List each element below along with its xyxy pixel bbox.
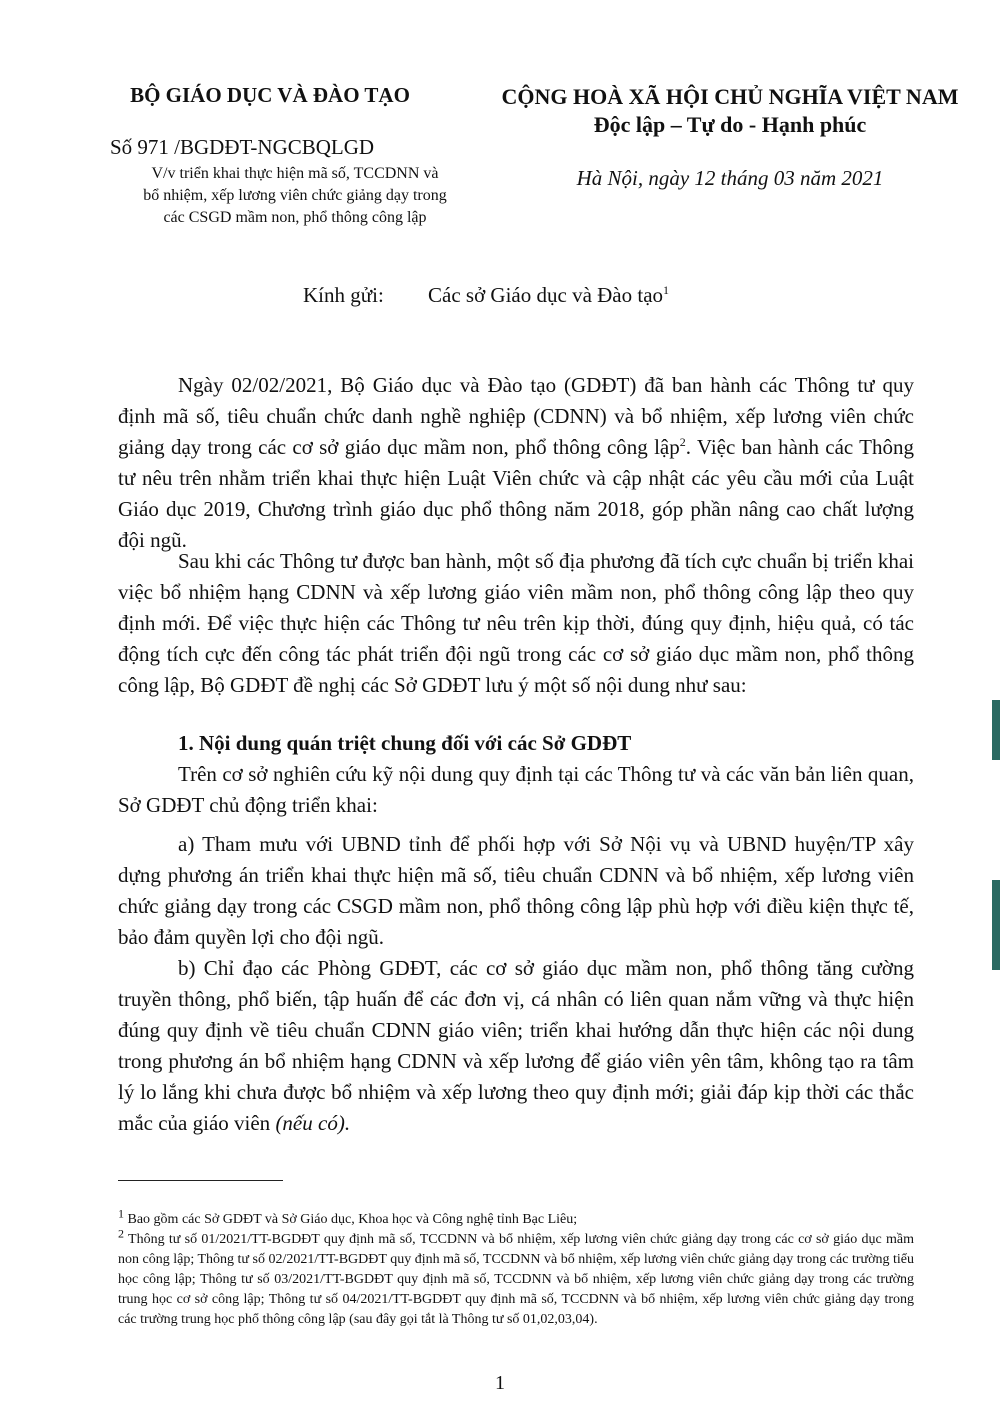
item-a-block (118, 829, 914, 953)
scan-edge-mark (992, 880, 1000, 970)
item-b (118, 953, 914, 1139)
item-b-tail: (nếu có). (275, 1111, 351, 1135)
footnotes (118, 1206, 914, 1330)
paragraph-1 (118, 370, 914, 556)
page-number: 1 (495, 1372, 505, 1394)
national-motto: Độc lập – Tự do - Hạnh phúc (593, 112, 867, 137)
footnote-ref: 1 (663, 283, 670, 297)
section-1 (118, 728, 914, 821)
recipient-label: Kính gửi: (303, 283, 384, 307)
footnote-number: 2 (118, 1226, 124, 1241)
footnote-1 (118, 1206, 914, 1230)
paragraph-3: Trên cơ sở nghiên cứu kỹ nội dung quy định tại các Thông tư và các văn bản liên quan, Sở GDĐT chủ động triển khai: (118, 762, 914, 817)
document-number: Số 971 /BGDĐT-NGCBQLGD (110, 135, 375, 159)
issuing-organization: BỘ GIÁO DỤC VÀ ĐÀO TẠO (130, 83, 410, 107)
recipient-value: Các sở Giáo dục và Đào tạo (428, 283, 664, 307)
footnote-number: 1 (118, 1206, 124, 1221)
section-heading: 1. Nội dung quán triệt chung đối với các Sở GDĐT (178, 731, 632, 755)
subject-line: V/v triển khai thực hiện mã số, TCCDNN và (151, 165, 439, 182)
recipient-line (303, 283, 669, 308)
body-intro (118, 370, 914, 556)
item-b-block (118, 953, 914, 1139)
subject-line: bổ nhiệm, xếp lương viên chức giảng dạy trong (143, 187, 447, 204)
body-paragraph-2 (118, 546, 914, 701)
footnote-text: Bao gồm các Sở GDĐT và Sở Giáo dục, Khoa học và Công nghệ tỉnh Bạc Liêu; (127, 1212, 578, 1227)
footnote-ref: 2 (679, 435, 686, 449)
national-title: CỘNG HOÀ XÃ HỘI CHỦ NGHĨA VIỆT NAM (501, 84, 959, 109)
footnote-2 (118, 1226, 914, 1330)
item-b-text: b) Chỉ đạo các Phòng GDĐT, các cơ sở giáo dục mầm non, phổ thông tăng cường truyền thông, phổ biến, tập huấn để các đơn vị, cá nhân có liên quan nắm vững và thực hiện đúng quy định về tiêu chuẩn CDNN giáo viên; triển khai hướng dẫn thực hiện các nội dung trong phương án bổ nhiệm hạng CDNN và xếp lương để giáo viên yên tâm, không tạo ra tâm lý lo lắng khi chưa được bổ nhiệm và xếp lương theo quy định mới; giải đáp kịp thời các thắc mắc của giáo viên (118, 956, 914, 1135)
place-and-date: Hà Nội, ngày 12 tháng 03 năm 2021 (576, 166, 884, 190)
paragraph-1-text-cont: . Việc ban hành các Thông tư nêu trên nhằm triển khai thực hiện Luật Viên chức và cập nhật các yêu cầu mới của Luật Giáo dục 2019, Chương trình giáo dục phổ thông năm 2018, góp phần nâng cao chất lượng đội ngũ. (118, 435, 914, 552)
paragraph-2: Sau khi các Thông tư được ban hành, một số địa phương đã tích cực chuẩn bị triển khai việc bổ nhiệm hạng CDNN và xếp lương giáo viên mầm non, phổ thông công lập theo quy định mới. Để việc thực hiện các Thông tư nêu trên kịp thời, đúng quy định, hiệu quả, có tác động tích cực đến công tác phát triển đội ngũ trong các cơ sở giáo dục mầm non, phổ thông công lập, Bộ GDĐT đề nghị các Sở GDĐT lưu ý một số nội dung như sau: (118, 549, 914, 697)
document-subject (60, 163, 530, 229)
footnote-divider (118, 1180, 283, 1181)
subject-line: các CSGD mầm non, phổ thông công lập (163, 209, 427, 226)
footnote-text: Thông tư số 01/2021/TT-BGDĐT quy định mã số, TCCDNN và bổ nhiệm, xếp lương viên chức giảng dạy trong các cơ sở giáo dục mầm non công lập; Thông tư số 02/2021/TT-BGDĐT quy định mã số, TCCDNN và bổ nhiệm, xếp lương viên chức giảng dạy trong các trường tiểu học công lập; Thông tư số 03/2021/TT-BGDĐT quy định mã số, TCCDNN và bổ nhiệm, xếp lương viên chức giảng dạy trong các trường trung học cơ sở công lập; Thông tư số 04/2021/TT-BGDĐT quy định mã số, TCCDNN và bổ nhiệm, xếp lương viên chức giảng dạy trong các trường trung học phổ thông công lập (sau đây gọi tắt là Thông tư số 01,02,03,04). (118, 1232, 914, 1327)
paragraph-1-text: Ngày 02/02/2021, Bộ Giáo dục và Đào tạo (GDĐT) đã ban hành các Thông tư quy định mã số, tiêu chuẩn chức danh nghề nghiệp (CDNN) và bổ nhiệm, xếp lương viên chức giảng dạy trong các cơ sở giáo dục mầm non, phổ thông công lập (118, 373, 914, 459)
item-a: a) Tham mưu với UBND tỉnh để phối hợp với Sở Nội vụ và UBND huyện/TP xây dựng phương án triển khai thực hiện mã số, tiêu chuẩn CDNN và bổ nhiệm, xếp lương viên chức giảng dạy trong các CSGD mầm non, phổ thông công lập phù hợp với điều kiện thực tế, bảo đảm quyền lợi cho đội ngũ. (118, 832, 914, 949)
scan-edge-mark (992, 700, 1000, 760)
